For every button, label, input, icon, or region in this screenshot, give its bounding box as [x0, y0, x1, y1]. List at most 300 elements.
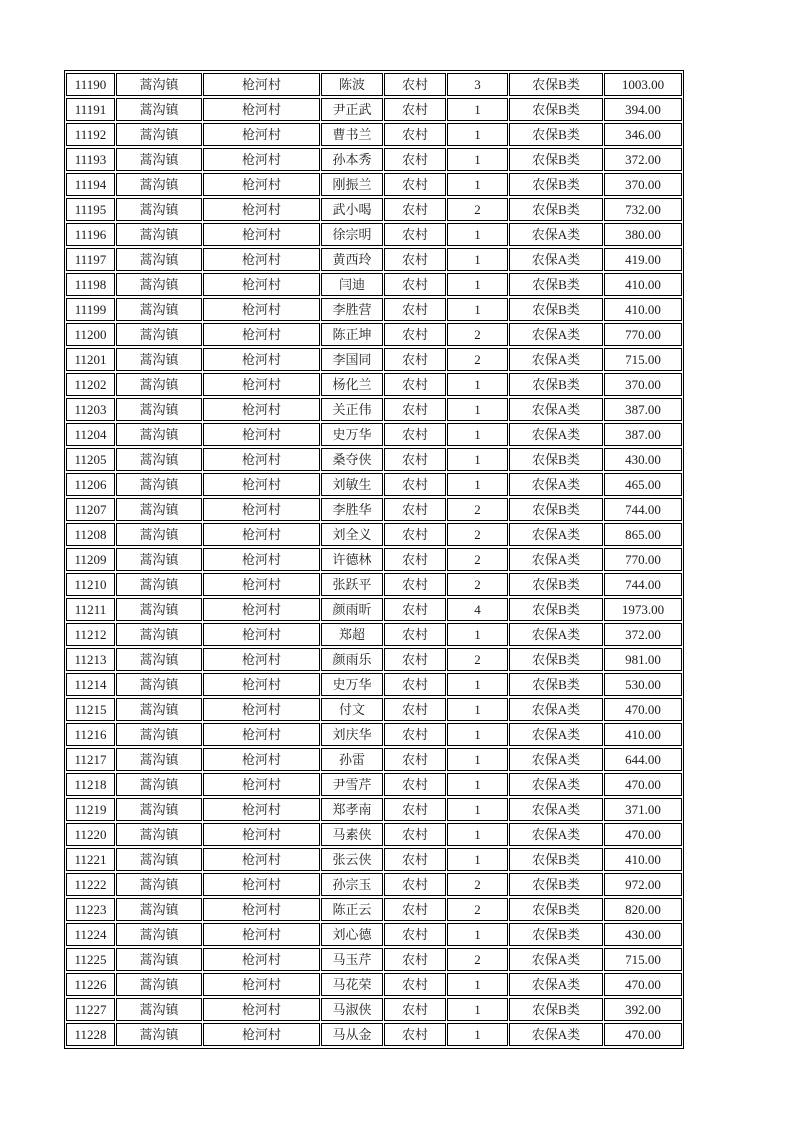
cell-residence-type: 农村 — [384, 348, 446, 371]
cell-person-count: 4 — [447, 598, 508, 621]
table-row — [66, 123, 682, 146]
cell-record-id: 11211 — [66, 598, 115, 621]
table-row — [66, 923, 682, 946]
cell-person-name: 黄西玲 — [321, 248, 383, 271]
cell-village: 枪河村 — [203, 623, 320, 646]
cell-residence-type: 农村 — [384, 673, 446, 696]
cell-residence-type: 农村 — [384, 723, 446, 746]
cell-record-id: 11197 — [66, 248, 115, 271]
cell-village: 枪河村 — [203, 573, 320, 596]
cell-town: 蒿沟镇 — [116, 923, 202, 946]
cell-record-id: 11204 — [66, 423, 115, 446]
cell-amount: 981.00 — [604, 648, 682, 671]
table-row — [66, 873, 682, 896]
cell-village: 枪河村 — [203, 173, 320, 196]
cell-person-name: 郑超 — [321, 623, 383, 646]
cell-record-id: 11217 — [66, 748, 115, 771]
cell-residence-type: 农村 — [384, 173, 446, 196]
cell-village: 枪河村 — [203, 123, 320, 146]
cell-person-count: 1 — [447, 798, 508, 821]
cell-amount: 370.00 — [604, 373, 682, 396]
table-row — [66, 523, 682, 546]
cell-amount: 770.00 — [604, 323, 682, 346]
cell-village: 枪河村 — [203, 698, 320, 721]
cell-record-id: 11196 — [66, 223, 115, 246]
cell-record-id: 11222 — [66, 873, 115, 896]
cell-record-id: 11194 — [66, 173, 115, 196]
table-row — [66, 973, 682, 996]
cell-amount: 410.00 — [604, 723, 682, 746]
cell-record-id: 11209 — [66, 548, 115, 571]
cell-town: 蒿沟镇 — [116, 648, 202, 671]
cell-amount: 732.00 — [604, 198, 682, 221]
cell-village: 枪河村 — [203, 423, 320, 446]
cell-person-name: 陈正坤 — [321, 323, 383, 346]
cell-town: 蒿沟镇 — [116, 948, 202, 971]
cell-village: 枪河村 — [203, 273, 320, 296]
cell-town: 蒿沟镇 — [116, 798, 202, 821]
cell-insurance-class: 农保B类 — [509, 298, 603, 321]
cell-village: 枪河村 — [203, 748, 320, 771]
cell-insurance-class: 农保B类 — [509, 198, 603, 221]
cell-town: 蒿沟镇 — [116, 73, 202, 96]
cell-person-name: 李胜华 — [321, 498, 383, 521]
cell-person-count: 2 — [447, 573, 508, 596]
cell-village: 枪河村 — [203, 1023, 320, 1046]
table-row — [66, 323, 682, 346]
cell-village: 枪河村 — [203, 648, 320, 671]
cell-person-name: 杨化兰 — [321, 373, 383, 396]
cell-amount: 744.00 — [604, 573, 682, 596]
cell-record-id: 11207 — [66, 498, 115, 521]
cell-person-count: 1 — [447, 373, 508, 396]
cell-town: 蒿沟镇 — [116, 223, 202, 246]
cell-record-id: 11227 — [66, 998, 115, 1021]
cell-record-id: 11195 — [66, 198, 115, 221]
cell-person-count: 1 — [447, 823, 508, 846]
table-row — [66, 798, 682, 821]
cell-person-name: 马花荣 — [321, 973, 383, 996]
cell-amount: 1003.00 — [604, 73, 682, 96]
cell-person-count: 1 — [447, 123, 508, 146]
cell-town: 蒿沟镇 — [116, 823, 202, 846]
cell-village: 枪河村 — [203, 148, 320, 171]
cell-village: 枪河村 — [203, 598, 320, 621]
table-row — [66, 498, 682, 521]
cell-residence-type: 农村 — [384, 648, 446, 671]
cell-person-name: 张跃平 — [321, 573, 383, 596]
cell-village: 枪河村 — [203, 398, 320, 421]
cell-amount: 346.00 — [604, 123, 682, 146]
cell-record-id: 11198 — [66, 273, 115, 296]
cell-village: 枪河村 — [203, 348, 320, 371]
cell-record-id: 11193 — [66, 148, 115, 171]
cell-residence-type: 农村 — [384, 273, 446, 296]
cell-village: 枪河村 — [203, 98, 320, 121]
cell-amount: 820.00 — [604, 898, 682, 921]
cell-residence-type: 农村 — [384, 948, 446, 971]
cell-amount: 715.00 — [604, 348, 682, 371]
cell-person-count: 2 — [447, 498, 508, 521]
cell-person-name: 桑夺侠 — [321, 448, 383, 471]
cell-town: 蒿沟镇 — [116, 848, 202, 871]
cell-person-name: 史万华 — [321, 673, 383, 696]
cell-village: 枪河村 — [203, 848, 320, 871]
cell-village: 枪河村 — [203, 323, 320, 346]
cell-record-id: 11216 — [66, 723, 115, 746]
cell-residence-type: 农村 — [384, 98, 446, 121]
cell-record-id: 11203 — [66, 398, 115, 421]
cell-person-name: 马玉芹 — [321, 948, 383, 971]
cell-insurance-class: 农保A类 — [509, 223, 603, 246]
cell-town: 蒿沟镇 — [116, 248, 202, 271]
cell-person-name: 孙宗玉 — [321, 873, 383, 896]
table-row — [66, 348, 682, 371]
table-row — [66, 623, 682, 646]
cell-person-count: 1 — [447, 698, 508, 721]
cell-residence-type: 农村 — [384, 1023, 446, 1046]
table-row — [66, 648, 682, 671]
table-row — [66, 773, 682, 796]
table-row — [66, 673, 682, 696]
cell-insurance-class: 农保A类 — [509, 1023, 603, 1046]
table-row — [66, 473, 682, 496]
cell-record-id: 11223 — [66, 898, 115, 921]
cell-town: 蒿沟镇 — [116, 598, 202, 621]
table-row — [66, 73, 682, 96]
cell-town: 蒿沟镇 — [116, 698, 202, 721]
cell-town: 蒿沟镇 — [116, 323, 202, 346]
cell-record-id: 11215 — [66, 698, 115, 721]
cell-insurance-class: 农保A类 — [509, 948, 603, 971]
cell-residence-type: 农村 — [384, 548, 446, 571]
cell-person-count: 1 — [447, 1023, 508, 1046]
cell-record-id: 11214 — [66, 673, 115, 696]
cell-insurance-class: 农保A类 — [509, 523, 603, 546]
cell-record-id: 11213 — [66, 648, 115, 671]
cell-town: 蒿沟镇 — [116, 723, 202, 746]
table-row — [66, 173, 682, 196]
cell-village: 枪河村 — [203, 673, 320, 696]
cell-village: 枪河村 — [203, 548, 320, 571]
table-row — [66, 748, 682, 771]
cell-village: 枪河村 — [203, 898, 320, 921]
cell-person-count: 1 — [447, 223, 508, 246]
cell-town: 蒿沟镇 — [116, 198, 202, 221]
table-row — [66, 548, 682, 571]
cell-insurance-class: 农保B类 — [509, 173, 603, 196]
cell-person-name: 刘全义 — [321, 523, 383, 546]
cell-insurance-class: 农保B类 — [509, 273, 603, 296]
cell-insurance-class: 农保A类 — [509, 798, 603, 821]
cell-town: 蒿沟镇 — [116, 1023, 202, 1046]
cell-residence-type: 农村 — [384, 148, 446, 171]
cell-residence-type: 农村 — [384, 773, 446, 796]
cell-person-count: 1 — [447, 398, 508, 421]
cell-insurance-class: 农保B类 — [509, 573, 603, 596]
cell-insurance-class: 农保A类 — [509, 623, 603, 646]
table-body — [66, 73, 682, 1046]
cell-residence-type: 农村 — [384, 998, 446, 1021]
cell-person-name: 武小喝 — [321, 198, 383, 221]
cell-record-id: 11206 — [66, 473, 115, 496]
cell-insurance-class: 农保A类 — [509, 773, 603, 796]
cell-person-count: 1 — [447, 748, 508, 771]
cell-person-name: 付文 — [321, 698, 383, 721]
cell-amount: 470.00 — [604, 823, 682, 846]
table-row — [66, 373, 682, 396]
cell-town: 蒿沟镇 — [116, 498, 202, 521]
cell-person-name: 李国同 — [321, 348, 383, 371]
cell-town: 蒿沟镇 — [116, 273, 202, 296]
cell-insurance-class: 农保A类 — [509, 323, 603, 346]
cell-person-count: 1 — [447, 673, 508, 696]
cell-residence-type: 农村 — [384, 123, 446, 146]
cell-town: 蒿沟镇 — [116, 998, 202, 1021]
cell-person-count: 1 — [447, 423, 508, 446]
cell-village: 枪河村 — [203, 998, 320, 1021]
cell-person-name: 马淑侠 — [321, 998, 383, 1021]
cell-person-name: 关正伟 — [321, 398, 383, 421]
cell-person-count: 1 — [447, 298, 508, 321]
cell-amount: 1973.00 — [604, 598, 682, 621]
cell-residence-type: 农村 — [384, 848, 446, 871]
cell-town: 蒿沟镇 — [116, 298, 202, 321]
cell-amount: 465.00 — [604, 473, 682, 496]
cell-amount: 530.00 — [604, 673, 682, 696]
cell-village: 枪河村 — [203, 823, 320, 846]
cell-town: 蒿沟镇 — [116, 898, 202, 921]
table-row — [66, 448, 682, 471]
cell-residence-type: 农村 — [384, 923, 446, 946]
cell-amount: 430.00 — [604, 923, 682, 946]
cell-person-count: 1 — [447, 148, 508, 171]
cell-residence-type: 农村 — [384, 398, 446, 421]
cell-amount: 470.00 — [604, 698, 682, 721]
cell-residence-type: 农村 — [384, 323, 446, 346]
cell-person-count: 1 — [447, 623, 508, 646]
cell-town: 蒿沟镇 — [116, 373, 202, 396]
cell-insurance-class: 农保B类 — [509, 373, 603, 396]
cell-person-count: 2 — [447, 898, 508, 921]
cell-person-count: 1 — [447, 923, 508, 946]
cell-person-count: 1 — [447, 973, 508, 996]
cell-insurance-class: 农保A类 — [509, 473, 603, 496]
cell-town: 蒿沟镇 — [116, 123, 202, 146]
cell-record-id: 11220 — [66, 823, 115, 846]
cell-person-count: 1 — [447, 723, 508, 746]
cell-person-count: 2 — [447, 548, 508, 571]
cell-town: 蒿沟镇 — [116, 523, 202, 546]
cell-insurance-class: 农保B类 — [509, 923, 603, 946]
cell-insurance-class: 农保B类 — [509, 873, 603, 896]
table-row — [66, 398, 682, 421]
cell-amount: 470.00 — [604, 773, 682, 796]
cell-insurance-class: 农保B类 — [509, 998, 603, 1021]
table-row — [66, 1023, 682, 1046]
cell-village: 枪河村 — [203, 873, 320, 896]
cell-residence-type: 农村 — [384, 473, 446, 496]
cell-insurance-class: 农保B类 — [509, 498, 603, 521]
cell-village: 枪河村 — [203, 923, 320, 946]
cell-record-id: 11208 — [66, 523, 115, 546]
cell-town: 蒿沟镇 — [116, 573, 202, 596]
cell-person-count: 1 — [447, 98, 508, 121]
cell-amount: 387.00 — [604, 423, 682, 446]
cell-person-count: 1 — [447, 173, 508, 196]
cell-village: 枪河村 — [203, 498, 320, 521]
cell-residence-type: 农村 — [384, 698, 446, 721]
cell-residence-type: 农村 — [384, 248, 446, 271]
cell-town: 蒿沟镇 — [116, 98, 202, 121]
table-row — [66, 223, 682, 246]
cell-person-name: 颜雨乐 — [321, 648, 383, 671]
cell-village: 枪河村 — [203, 798, 320, 821]
cell-residence-type: 农村 — [384, 748, 446, 771]
cell-person-name: 史万华 — [321, 423, 383, 446]
cell-amount: 644.00 — [604, 748, 682, 771]
cell-amount: 392.00 — [604, 998, 682, 1021]
cell-village: 枪河村 — [203, 973, 320, 996]
cell-record-id: 11228 — [66, 1023, 115, 1046]
table-row — [66, 898, 682, 921]
cell-town: 蒿沟镇 — [116, 398, 202, 421]
cell-village: 枪河村 — [203, 948, 320, 971]
cell-residence-type: 农村 — [384, 573, 446, 596]
cell-person-name: 刘庆华 — [321, 723, 383, 746]
cell-residence-type: 农村 — [384, 73, 446, 96]
cell-town: 蒿沟镇 — [116, 348, 202, 371]
cell-person-name: 刘心德 — [321, 923, 383, 946]
cell-person-count: 2 — [447, 198, 508, 221]
cell-village: 枪河村 — [203, 473, 320, 496]
cell-record-id: 11201 — [66, 348, 115, 371]
cell-insurance-class: 农保B类 — [509, 123, 603, 146]
table-row — [66, 273, 682, 296]
cell-person-name: 颜雨昕 — [321, 598, 383, 621]
cell-amount: 394.00 — [604, 98, 682, 121]
cell-insurance-class: 农保A类 — [509, 748, 603, 771]
cell-person-name: 曹书兰 — [321, 123, 383, 146]
cell-amount: 380.00 — [604, 223, 682, 246]
table-row — [66, 998, 682, 1021]
cell-record-id: 11221 — [66, 848, 115, 871]
cell-residence-type: 农村 — [384, 423, 446, 446]
cell-town: 蒿沟镇 — [116, 773, 202, 796]
cell-residence-type: 农村 — [384, 598, 446, 621]
cell-insurance-class: 农保A类 — [509, 548, 603, 571]
table-row — [66, 598, 682, 621]
cell-person-count: 2 — [447, 323, 508, 346]
cell-residence-type: 农村 — [384, 198, 446, 221]
cell-record-id: 11190 — [66, 73, 115, 96]
cell-town: 蒿沟镇 — [116, 548, 202, 571]
cell-amount: 372.00 — [604, 623, 682, 646]
cell-town: 蒿沟镇 — [116, 148, 202, 171]
cell-residence-type: 农村 — [384, 523, 446, 546]
cell-town: 蒿沟镇 — [116, 623, 202, 646]
cell-person-name: 刘敏生 — [321, 473, 383, 496]
cell-residence-type: 农村 — [384, 873, 446, 896]
cell-residence-type: 农村 — [384, 373, 446, 396]
cell-insurance-class: 农保B类 — [509, 73, 603, 96]
table-row — [66, 248, 682, 271]
cell-amount: 410.00 — [604, 298, 682, 321]
cell-person-count: 2 — [447, 948, 508, 971]
cell-amount: 715.00 — [604, 948, 682, 971]
cell-town: 蒿沟镇 — [116, 473, 202, 496]
cell-person-count: 1 — [447, 773, 508, 796]
cell-record-id: 11200 — [66, 323, 115, 346]
cell-record-id: 11226 — [66, 973, 115, 996]
cell-insurance-class: 农保B类 — [509, 98, 603, 121]
cell-record-id: 11225 — [66, 948, 115, 971]
cell-insurance-class: 农保A类 — [509, 398, 603, 421]
cell-person-count: 1 — [447, 473, 508, 496]
cell-person-name: 李胜营 — [321, 298, 383, 321]
cell-village: 枪河村 — [203, 373, 320, 396]
cell-village: 枪河村 — [203, 448, 320, 471]
table-row — [66, 723, 682, 746]
cell-person-count: 1 — [447, 998, 508, 1021]
cell-insurance-class: 农保A类 — [509, 698, 603, 721]
cell-person-count: 1 — [447, 848, 508, 871]
cell-residence-type: 农村 — [384, 898, 446, 921]
cell-amount: 430.00 — [604, 448, 682, 471]
cell-insurance-class: 农保B类 — [509, 898, 603, 921]
cell-village: 枪河村 — [203, 223, 320, 246]
cell-residence-type: 农村 — [384, 498, 446, 521]
benefits-table — [64, 70, 684, 1049]
cell-amount: 744.00 — [604, 498, 682, 521]
cell-amount: 865.00 — [604, 523, 682, 546]
cell-amount: 372.00 — [604, 148, 682, 171]
cell-residence-type: 农村 — [384, 823, 446, 846]
cell-person-count: 3 — [447, 73, 508, 96]
cell-residence-type: 农村 — [384, 298, 446, 321]
table-row — [66, 848, 682, 871]
cell-record-id: 11205 — [66, 448, 115, 471]
cell-insurance-class: 农保B类 — [509, 648, 603, 671]
cell-person-name: 尹正武 — [321, 98, 383, 121]
cell-residence-type: 农村 — [384, 798, 446, 821]
cell-insurance-class: 农保A类 — [509, 348, 603, 371]
cell-person-count: 1 — [447, 273, 508, 296]
cell-amount: 410.00 — [604, 848, 682, 871]
cell-amount: 387.00 — [604, 398, 682, 421]
cell-person-count: 2 — [447, 648, 508, 671]
table-row — [66, 823, 682, 846]
table-row — [66, 948, 682, 971]
cell-person-name: 闫迪 — [321, 273, 383, 296]
cell-person-count: 1 — [447, 448, 508, 471]
cell-record-id: 11224 — [66, 923, 115, 946]
cell-residence-type: 农村 — [384, 223, 446, 246]
cell-person-name: 徐宗明 — [321, 223, 383, 246]
cell-village: 枪河村 — [203, 198, 320, 221]
cell-insurance-class: 农保B类 — [509, 448, 603, 471]
cell-insurance-class: 农保A类 — [509, 248, 603, 271]
cell-record-id: 11202 — [66, 373, 115, 396]
cell-amount: 972.00 — [604, 873, 682, 896]
cell-person-count: 2 — [447, 523, 508, 546]
cell-village: 枪河村 — [203, 298, 320, 321]
cell-record-id: 11218 — [66, 773, 115, 796]
cell-person-name: 刚振兰 — [321, 173, 383, 196]
cell-record-id: 11219 — [66, 798, 115, 821]
cell-insurance-class: 农保A类 — [509, 723, 603, 746]
cell-amount: 370.00 — [604, 173, 682, 196]
